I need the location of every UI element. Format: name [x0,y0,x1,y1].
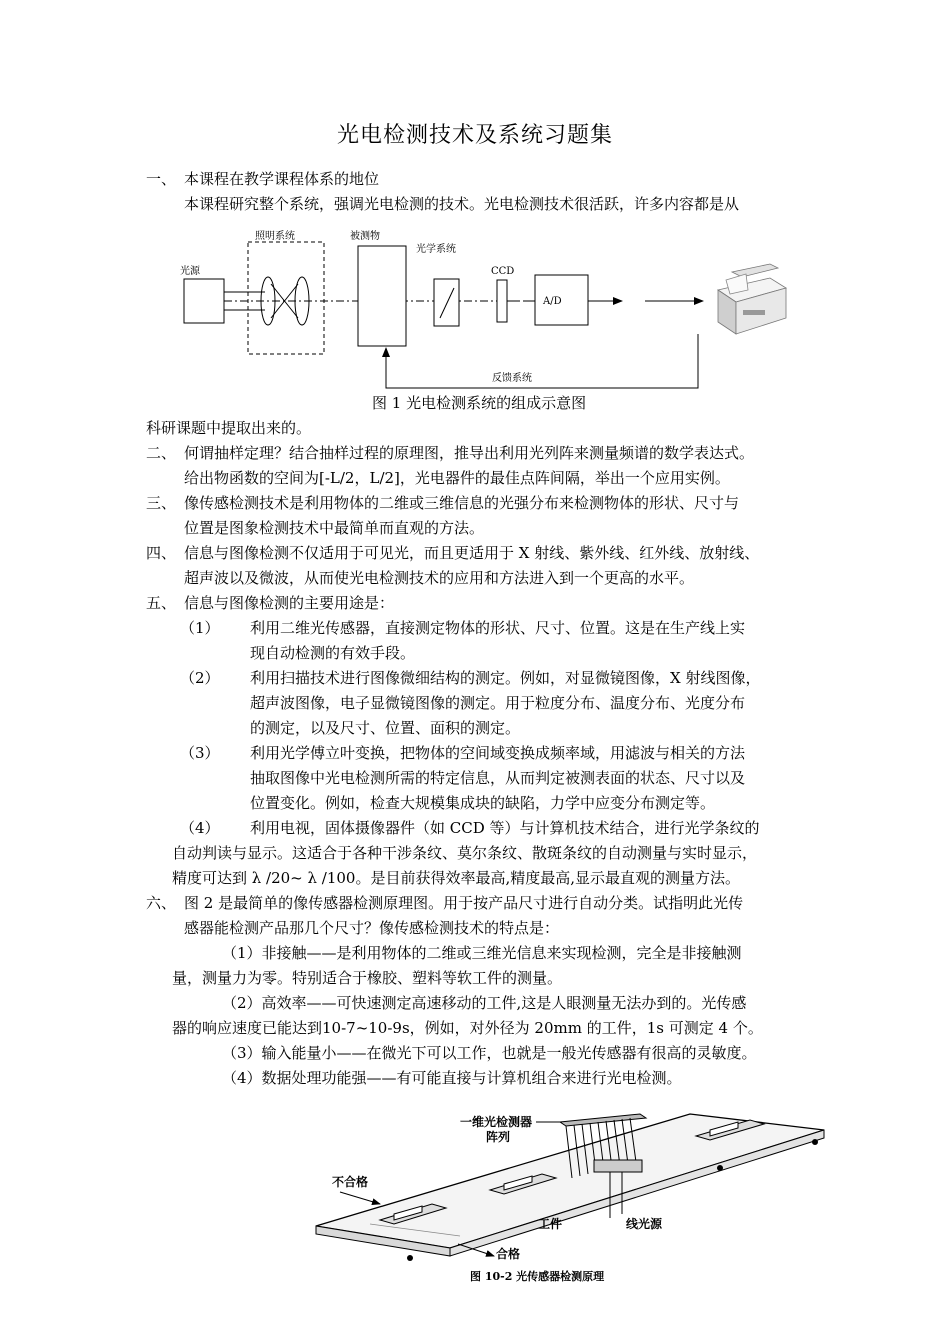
label-light-source: 光源 [180,266,200,277]
section-3-line-1: 像传感检测技术是利用物体的二维或三维信息的光强分布来检测物体的形状、尺寸与 [184,494,740,512]
section-6-line-1: 图 2 是最简单的像传感器检测原理图。用于按产品尺寸进行自动分类。试指明此光传 [184,894,744,912]
section-5-number: 五、 [146,594,177,612]
section-2-number: 二、 [146,444,177,462]
item-2-line-1: 利用扫描技术进行图像微细结构的测定。例如，对显微镜图像，X 射线图像， [250,669,761,687]
section-6-number: 六、 [146,894,177,912]
feature-1-line-1: （1）非接触——是利用物体的二维或三维光信息来实现检测，完全是非接触测 [222,944,742,962]
label-ccd: CCD [491,266,515,277]
label-pass: 合格 [496,1247,521,1261]
object-box [358,246,406,346]
item-4-number: （4） [180,819,220,837]
label-optical-system: 光学系统 [416,244,456,255]
item-2-number: （2） [180,669,220,687]
printer-icon [718,264,786,334]
illumination-frame [248,242,324,354]
label-illumination-system: 照明系统 [255,231,295,242]
item-1-line-2: 现自动检测的有效手段。 [250,644,416,662]
item-1-line-1: 利用二维光传感器，直接测定物体的形状、尺寸、位置。这是在生产线上实 [250,619,746,637]
conveyor-belt [316,1114,824,1261]
label-array: 阵列 [486,1130,511,1144]
section-5-heading: 信息与图像检测的主要用途是： [184,594,395,612]
item-4-line-1: 利用电视，固体摄像器件（如 CCD 等）与计算机技术结合，进行光学条纹的 [250,819,760,837]
item-4-line-3: 精度可达到 λ /20~ λ /100。是目前获得效率最高,精度最高,显示最直观的测量方法。 [172,869,741,887]
item-2-line-2: 超声波图像，电子显微镜图像的测定。用于粒度分布、温度分布、光度分布 [250,694,746,712]
item-3-line-1: 利用光学傅立叶变换，把物体的空间域变换成频率域，用滤波与相关的方法 [250,744,746,762]
section-6-line-2: 感器能检测产品那几个尺寸？像传感检测技术的特点是： [184,919,560,937]
section-2-line-1: 何谓抽样定理？结合抽样过程的原理图，推导出利用光列阵来测量频谱的数学表达式。 [184,444,755,462]
feedback-path [386,334,698,388]
section-1-heading: 本课程在教学课程体系的地位 [184,170,380,188]
section-1-number: 一、 [146,170,177,188]
ccd-box [497,280,507,322]
section-2-line-2: 给出物函数的空间为[-L/2，L/2]，光电器件的最佳点阵间隔，举出一个应用实例。 [184,469,730,487]
label-workpiece: 工件 [538,1217,563,1231]
feature-4: （4）数据处理功能强——有可能直接与计算机组合来进行光电检测。 [222,1069,682,1087]
label-reject: 不合格 [332,1175,369,1189]
label-feedback-system: 反馈系统 [492,373,532,384]
item-3-line-2: 抽取图像中光电检测所需的特定信息，从而判定被测表面的状态、尺寸以及 [250,769,746,787]
feature-3: （3）输入能量小——在微光下可以工作，也就是一般光传感器有很高的灵敏度。 [222,1044,757,1062]
item-3-number: （3） [180,744,220,762]
label-ad: A/D [543,296,562,307]
section-4-line-2: 超声波以及微波，从而使光电检测技术的应用和方法进入到一个更高的水平。 [184,569,695,587]
label-detector-array: 一维光检测器 [460,1115,533,1129]
label-line-source: 线光源 [626,1217,663,1231]
section-3-number: 三、 [146,494,177,512]
label-measured-object: 被测物 [350,231,380,242]
feature-2-line-2: 器的响应速度已能达到10-7~10-9s，例如，对外径为 20mm 的工件，1s 可测定 4 个。 [172,1019,763,1037]
item-4-line-2: 自动判读与显示。这适合于各种干涉条纹、莫尔条纹、散斑条纹的自动测量与实时显示， [172,844,758,862]
section-3-line-2: 位置是图象检测技术中最简单而直观的方法。 [184,519,485,537]
section-1-paragraph-line-1: 本课程研究整个系统，强调光电检测的技术。光电检测技术很活跃，许多内容都是从 [184,195,740,213]
optical-element [434,279,459,326]
figure-2-caption: 图 10-2 光传感器检测原理 [470,1270,605,1283]
figure-1-caption: 图 1 光电检测系统的组成示意图 [372,394,587,412]
figure-1-system-diagram [170,222,810,390]
section-4-number: 四、 [146,544,177,562]
page-title: 光电检测技术及系统习题集 [336,123,613,148]
item-3-line-3: 位置变化。例如，检查大规模集成块的缺陷，力学中应变分布测定等。 [250,794,716,812]
feature-1-line-2: 量，测量力为零。特别适合于橡胶、塑料等软工件的测量。 [172,969,563,987]
feature-2-line-1: （2）高效率——可快速测定高速移动的工件,这是人眼测量无法办到的。光传感 [222,994,747,1012]
item-1-number: （1） [180,619,220,637]
light-source-box [184,279,224,323]
section-1-paragraph-line-2: 科研课题中提取出来的。 [146,419,312,437]
item-2-line-3: 的测定，以及尺寸、位置、面积的测定。 [250,719,521,737]
section-4-line-1: 信息与图像检测不仅适用于可见光，而且更适用于 X 射线、紫外线、红外线、放射线、 [184,544,760,562]
figure-2-sensor-diagram [310,1108,830,1288]
